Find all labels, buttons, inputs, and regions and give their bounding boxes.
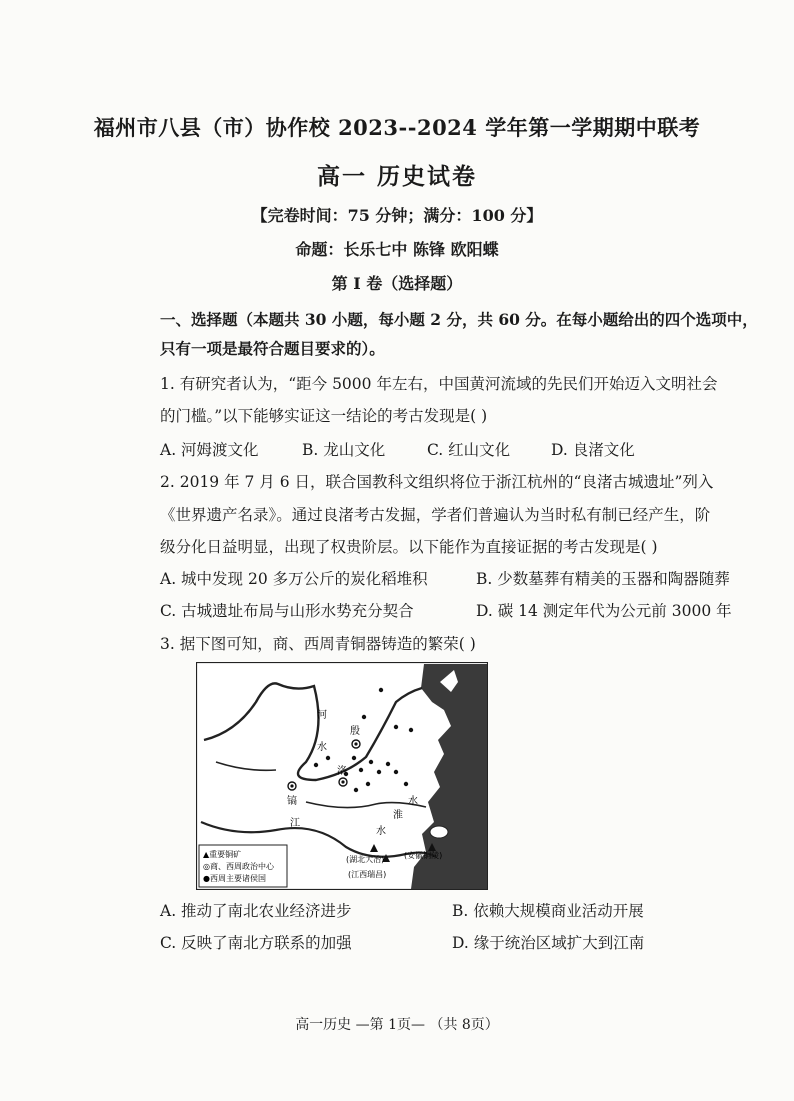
map-label-hao: 镐: [287, 796, 297, 807]
time-info: 【完卷时间：75 分钟；满分：100 分】: [251, 206, 543, 225]
map-svg: [196, 662, 488, 890]
section-line-2: 只有一项是最符合题目要求的）。: [160, 339, 385, 358]
legend-mine: ▲重要铜矿: [203, 850, 242, 859]
q1-option-b: B. 龙山文化: [302, 441, 386, 459]
q3-option-b: B. 依赖大规模商业活动开展: [452, 902, 644, 920]
mine-label-daye: (湖北大冶): [346, 855, 385, 864]
q2-line-2: 《世界遗产名录》。通过良渚考古发掘，学者们普遍认为当时私有制已经产生，阶: [160, 506, 711, 524]
map-label-luo: 洛: [337, 766, 347, 777]
q2-option-b: B. 少数墓葬有精美的玉器和陶器随葬: [476, 570, 730, 588]
q3-option-d: D. 缘于统治区域扩大到江南: [452, 934, 645, 952]
q1-line-2: 的门槛。”以下能够实证这一结论的考古发现是( ): [160, 407, 488, 425]
authors: 命题：长乐七中 陈锋 欧阳蝶: [295, 240, 499, 259]
legend-vassal: ●西周主要诸侯国: [203, 874, 266, 883]
legend-capital: ◎商、西周政治中心: [203, 862, 274, 871]
q1-option-a: A. 河姆渡文化: [160, 441, 259, 459]
page-footer: 高一历史 —第 1页— （共 8页）: [295, 1017, 499, 1033]
mine-label-ruichang: (江西瑞昌): [348, 870, 387, 879]
q1-option-d: D. 良渚文化: [551, 441, 635, 459]
section-line-1: 一、选择题（本题共 30 小题，每小题 2 分，共 60 分。在每小题给出的四个选项中，: [160, 310, 758, 329]
exam-title: 福州市八县（市）协作校 2023--2024 学年第一学期期中联考: [93, 115, 701, 140]
island-mark: [430, 826, 448, 838]
q1-option-c: C. 红山文化: [427, 441, 511, 459]
bronze-map: [196, 662, 488, 890]
q2-line-1: 2. 2019 年 7 月 6 日，联合国教科文组织将位于浙江杭州的“良渚古城遗址”列入: [160, 473, 714, 491]
map-label-shui2: 水: [408, 796, 418, 807]
q2-line-3: 级分化日益明显，出现了权贵阶层。以下能作为直接证据的考古发现是( ): [160, 538, 658, 556]
volume-heading: 第 I 卷（选择题）: [331, 274, 463, 293]
map-label-shui: 水: [317, 742, 327, 753]
map-label-huai: 淮: [393, 810, 403, 821]
q2-option-d: D. 碳 14 测定年代为公元前 3000 年: [476, 602, 732, 620]
q2-option-c: C. 古城遗址布局与山形水势充分契合: [160, 602, 414, 620]
map-label-jiang: 江: [290, 818, 300, 829]
section-heading: [160, 305, 760, 363]
mine-label-tongling: (安徽铜陵): [404, 851, 443, 860]
map-label-he: 河: [317, 710, 327, 721]
exam-subtitle: 高一 历史试卷: [316, 163, 477, 190]
map-label-yin: 殷: [350, 726, 360, 737]
q2-option-a: A. 城中发现 20 多万公斤的炭化稻堆积: [160, 570, 428, 588]
q3-line-1: 3. 据下图可知，商、西周青铜器铸造的繁荣( ): [160, 635, 476, 653]
q3-option-a: A. 推动了南北农业经济进步: [160, 902, 352, 920]
q3-option-c: C. 反映了南北方联系的加强: [160, 934, 352, 952]
q1-line-1: 1. 有研究者认为，“距今 5000 年左右，中国黄河流域的先民们开始迈入文明社会: [160, 375, 718, 393]
map-label-jiang-shui: 水: [376, 826, 386, 837]
